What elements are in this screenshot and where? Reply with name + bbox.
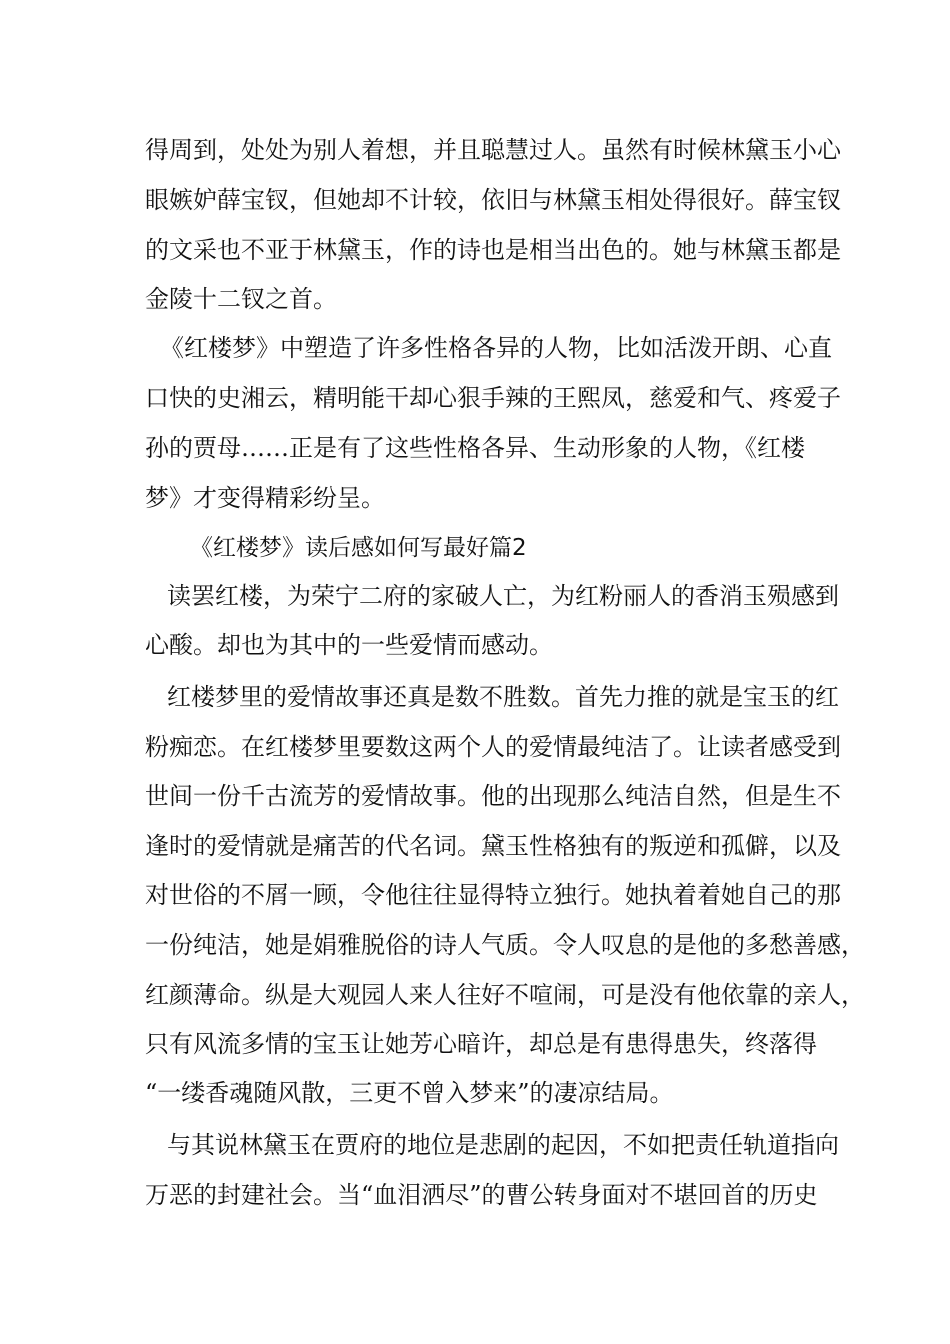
text-line: 的文采也不亚于林黛玉，作的诗也是相当出色的。她与林黛玉都是 [145, 236, 841, 264]
text-line: 得周到，处处为别人着想，并且聪慧过人。虽然有时候林黛玉小心 [145, 136, 841, 164]
text-line: 眼嫉妒薛宝钗，但她却不计较，依旧与林黛玉相处得很好。薛宝钗 [145, 186, 841, 214]
text-line: 金陵十二钗之首。 [145, 285, 337, 313]
text-line: 逢时的爱情就是痛苦的代名词。黛玉性格独有的叛逆和孤僻，以及 [145, 832, 841, 860]
text-line: 对世俗的不屑一顾，令他往往显得特立独行。她执着着她自己的那 [145, 881, 841, 909]
text-line: 红颜薄命。纵是大观园人来人往好不喧闹，可是没有他依靠的亲人， [145, 981, 865, 1009]
text-line: 与其说林黛玉在贾府的地位是悲剧的起因，不如把责任轨道指向 [167, 1131, 839, 1159]
text-line: “一缕香魂随风散，三更不曾入梦来”的凄凉结局。 [145, 1079, 674, 1107]
text-line: 梦》才变得精彩纷呈。 [145, 484, 385, 512]
text-line: 万恶的封建社会。当“血泪洒尽”的曹公转身面对不堪回首的历史 [145, 1181, 818, 1209]
text-line: 粉痴恋。在红楼梦里要数这两个人的爱情最纯洁了。让读者感受到 [145, 733, 841, 761]
text-line: 《红楼梦》中塑造了许多性格各异的人物，比如活泼开朗、心直 [160, 334, 832, 362]
text-line: 世间一份千古流芳的爱情故事。他的出现那么纯洁自然，但是生不 [145, 782, 841, 810]
text-line: 一份纯洁，她是娟雅脱俗的诗人气质。令人叹息的是他的多愁善感， [145, 931, 865, 959]
text-line: 只有风流多情的宝玉让她芳心暗许，却总是有患得患失，终落得 [145, 1030, 817, 1058]
text-line: 孙的贾母……正是有了这些性格各异、生动形象的人物，《红楼 [145, 434, 805, 462]
text-line: 心酸。却也为其中的一些爱情而感动。 [145, 631, 553, 659]
text-line: 红楼梦里的爱情故事还真是数不胜数。首先力推的就是宝玉的红 [167, 683, 839, 711]
section-heading: 《红楼梦》读后感如何写最好篇2 [190, 535, 527, 561]
text-line: 读罢红楼，为荣宁二府的家破人亡，为红粉丽人的香消玉殒感到 [167, 582, 839, 610]
text-line: 口快的史湘云，精明能干却心狠手辣的王熙凤，慈爱和气、疼爱子 [145, 384, 841, 412]
